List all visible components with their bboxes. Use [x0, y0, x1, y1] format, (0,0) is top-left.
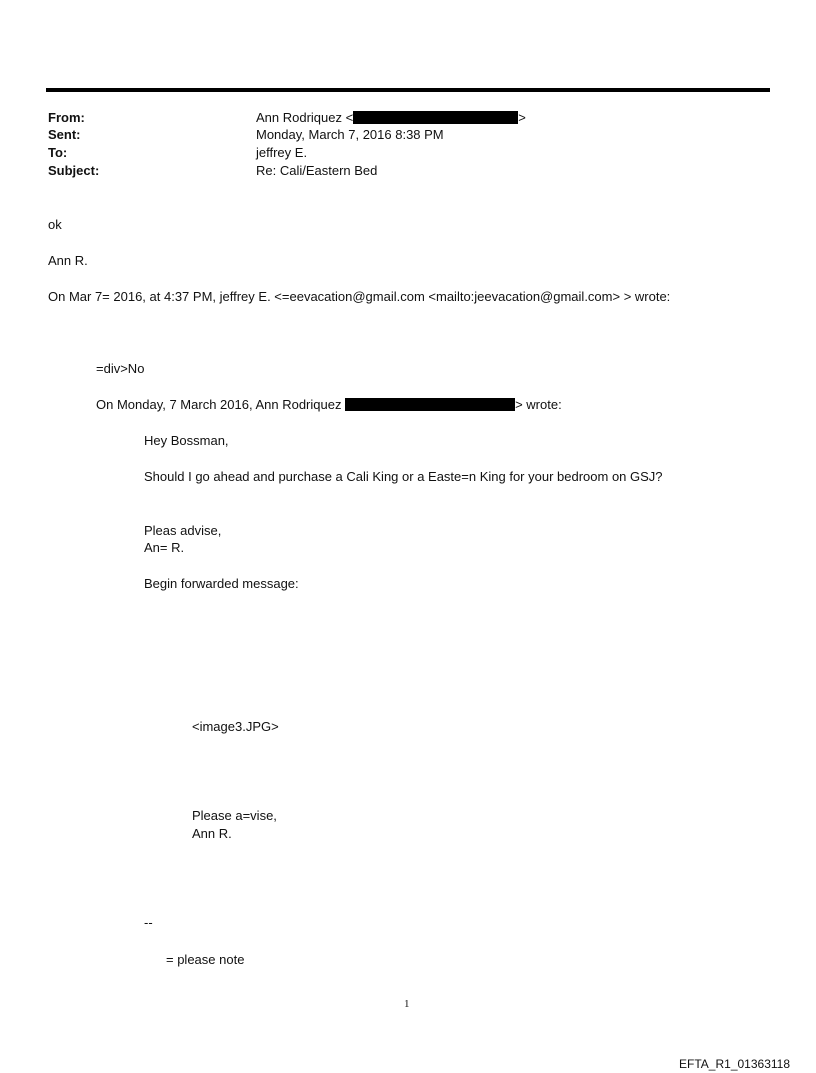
redacted-email: [353, 111, 518, 124]
an-r: An= R.: [144, 540, 185, 555]
subject-value: Re: Cali/Eastern Bed: [256, 163, 378, 178]
please-advise-2: Please a=vise,: [192, 808, 277, 823]
to-value: jeffrey E.: [256, 145, 308, 160]
reply-intro-after: > wrote:: [515, 397, 562, 412]
to-label: To:: [48, 145, 68, 160]
reply-intro: [96, 397, 562, 413]
from-name: Ann Rodriquez <: [256, 110, 354, 125]
from-label: From:: [48, 110, 85, 125]
body-ok: ok: [48, 217, 62, 232]
from-close: >: [518, 110, 526, 125]
sent-label: Sent:: [48, 127, 81, 142]
header-rule: [46, 88, 770, 92]
sent-value: Monday, March 7, 2016 8:38 PM: [256, 127, 444, 142]
ann-r-2: Ann R.: [192, 826, 232, 841]
subject-label: Subject:: [48, 163, 100, 178]
reply-intro-before: On Monday, 7 March 2016, Ann Rodriquez: [96, 397, 346, 412]
document-id: EFTA_R1_01363118: [679, 1057, 790, 1071]
question: Should I go ahead and purchase a Cali King or a Easte=n King for your bedroom on GSJ?: [144, 469, 663, 484]
quote-intro: On Mar 7= 2016, at 4:37 PM, jeffrey E. <=eevacation@gmail.com <mailto:jeevacation@gmail.com> > wrote:: [48, 289, 671, 304]
begin-forwarded: Begin forwarded message:: [144, 576, 299, 591]
redacted-email-2: [345, 398, 515, 411]
pleas-advise: Pleas advise,: [144, 523, 222, 538]
page-number: 1: [404, 998, 410, 1010]
image-attachment: <image3.JPG>: [192, 719, 279, 734]
body-signature: Ann R.: [48, 253, 88, 268]
please-note: = please note: [166, 952, 245, 967]
quote-div-no: =div>No: [96, 361, 145, 376]
sig-dashes: --: [144, 915, 153, 930]
greeting: Hey Bossman,: [144, 433, 229, 448]
from-value: [256, 110, 526, 126]
